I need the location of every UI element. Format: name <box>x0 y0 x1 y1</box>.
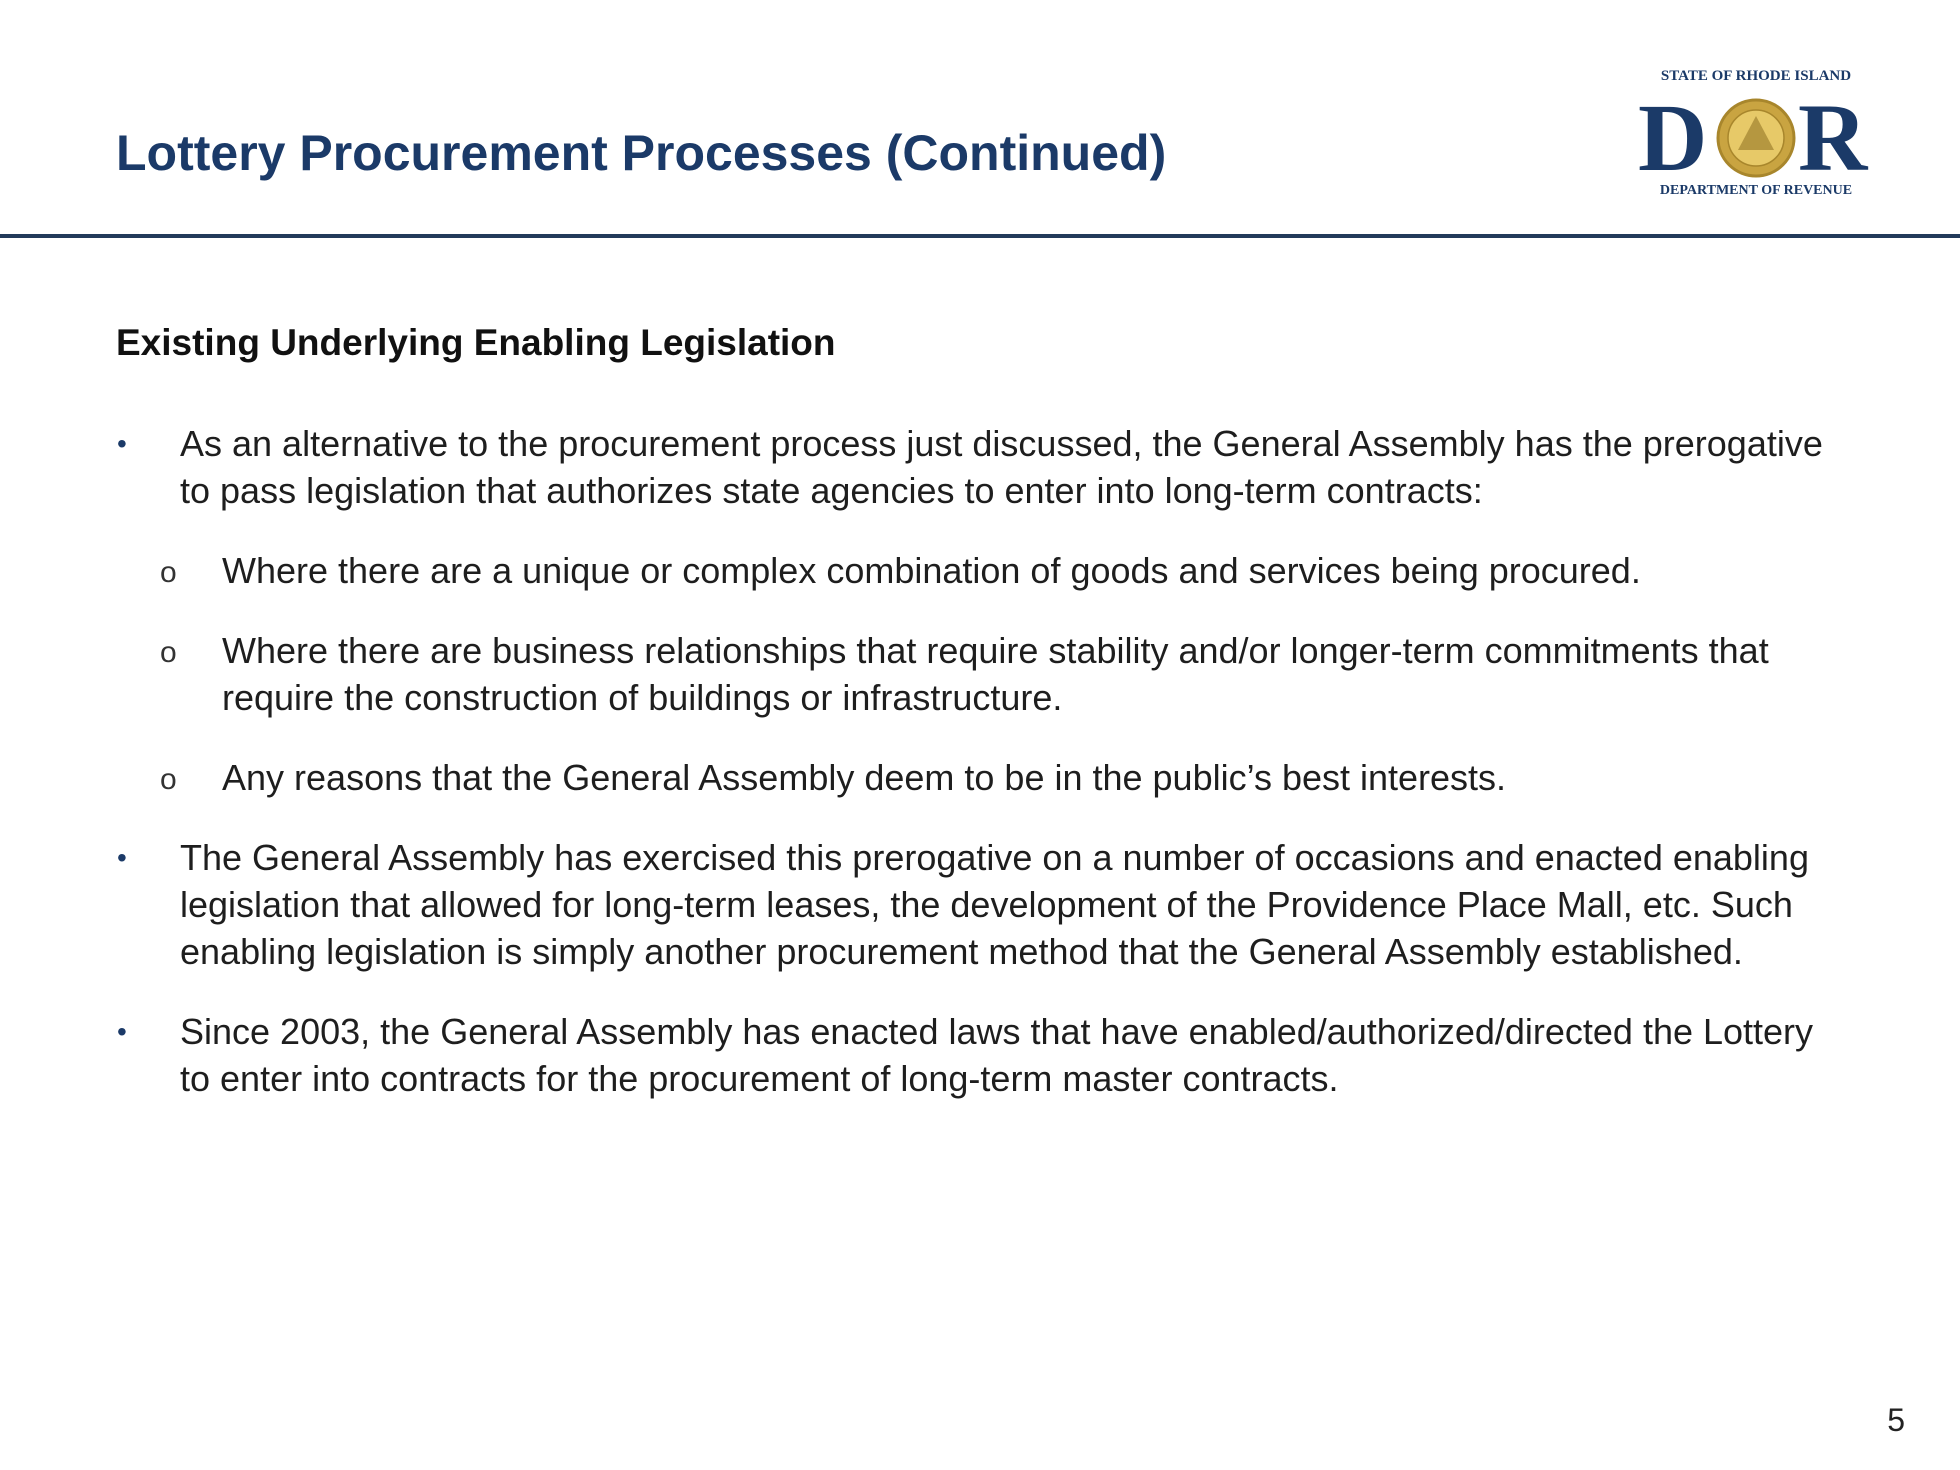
svg-text:STATE OF RHODE ISLAND: STATE OF RHODE ISLAND <box>1660 68 1852 84</box>
sub-bullet-marker: o <box>160 636 177 669</box>
bullet-text: Any reasons that the General Assembly deem to be in the public’s best interests. <box>222 757 1507 798</box>
svg-text:D: D <box>1638 84 1708 191</box>
sub-bullet-marker: o <box>160 556 177 589</box>
dor-seal-icon <box>1630 58 1882 200</box>
list-item <box>0 754 1842 801</box>
bullet-text: Where there are a unique or complex combination of goods and services being procured. <box>222 550 1641 591</box>
list-item <box>0 834 1840 975</box>
page-number: 5 <box>1887 1402 1905 1438</box>
bullet-text: Since 2003, the General Assembly has enacted laws that have enabled/authorized/directed the Lottery to enter into contracts for the procurement of long-term master contracts. <box>180 1011 1814 1099</box>
svg-text:R: R <box>1798 84 1868 191</box>
list-item <box>0 627 1842 721</box>
section-heading: Existing Underlying Enabling Legislation <box>116 322 836 363</box>
svg-text:DEPARTMENT OF REVENUE: DEPARTMENT OF REVENUE <box>1659 183 1853 198</box>
list-item <box>0 420 1840 514</box>
bullet-marker: • <box>117 428 127 459</box>
bullet-text: Where there are business relationships that require stability and/or longer-term commitments that require the construction of buildings or infrastructure. <box>222 630 1769 718</box>
header-divider <box>0 234 1960 238</box>
list-item <box>0 1008 1840 1102</box>
bullet-text: As an alternative to the procurement process just discussed, the General Assembly has the prerogative to pass legislation that authorizes state agencies to enter into long-term contracts: <box>180 423 1823 511</box>
bullet-marker: • <box>117 842 127 873</box>
department-of-revenue-logo <box>1630 58 1882 200</box>
list-item <box>0 547 1842 594</box>
bullet-list <box>0 420 1960 1102</box>
sub-bullet-marker: o <box>160 763 177 796</box>
bullet-text: The General Assembly has exercised this prerogative on a number of occasions and enacted enabling legislation that allowed for long-term leases, the development of the Providence Place Mall, etc. Such enabling legislation is simply another procurement method that the General Assembly established. <box>180 837 1809 972</box>
bullet-marker: • <box>117 1016 127 1047</box>
slide-title: Lottery Procurement Processes (Continued) <box>116 125 1167 181</box>
